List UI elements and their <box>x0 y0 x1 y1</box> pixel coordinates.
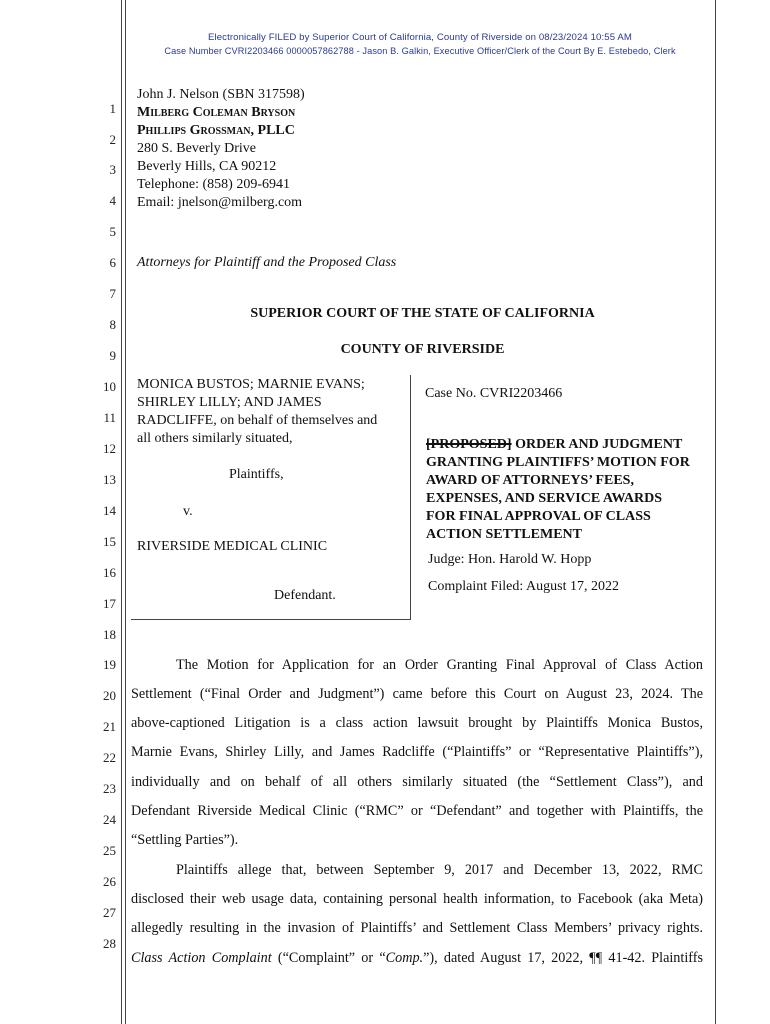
body-line: disclosed their web usage data, containing personal health information, to Facebook (aka Meta) <box>131 891 703 907</box>
attorney-name: John J. Nelson (SBN 317598) <box>137 87 305 102</box>
versus: v. <box>183 504 193 519</box>
firm-name-line1: Milberg Coleman Bryson <box>137 105 296 120</box>
address-line1: 280 S. Beverly Drive <box>137 141 256 156</box>
plaintiffs-names-line2: SHIRLEY LILLY; AND JAMES <box>137 395 322 410</box>
line-number: 9 <box>109 348 116 363</box>
citation-end: ”), dated August 17, 2022, ¶¶ 41-42. Plaintiffs <box>423 950 703 966</box>
line-number: 12 <box>103 441 116 456</box>
line-number: 1 <box>109 101 116 116</box>
line-number: 8 <box>109 317 116 332</box>
line-number: 15 <box>103 534 116 549</box>
line-number: 13 <box>103 472 116 487</box>
line-number: 10 <box>103 379 116 394</box>
line-number: 21 <box>103 719 116 734</box>
attorney-email: Email: jnelson@milberg.com <box>137 195 303 210</box>
plaintiffs-label: Plaintiffs, <box>229 467 284 482</box>
document-title-line2: GRANTING PLAINTIFFS’ MOTION FOR <box>426 455 690 470</box>
complaint-filed: Complaint Filed: August 17, 2022 <box>428 579 619 594</box>
line-number: 5 <box>109 224 116 239</box>
defendant-name: RIVERSIDE MEDICAL CLINIC <box>137 539 328 554</box>
citation-title: Class Action Complaint <box>131 950 272 966</box>
body-line: Plaintiffs allege that, between September 9, 2017 and December 13, 2022, RMC <box>176 862 703 878</box>
line-number: 24 <box>103 812 116 827</box>
line-number: 28 <box>103 936 116 951</box>
defendant-label: Defendant. <box>274 588 336 603</box>
left-margin-rule-outer <box>121 0 122 1024</box>
line-number: 22 <box>103 750 116 765</box>
line-number: 26 <box>103 874 116 889</box>
line-number: 16 <box>103 565 116 580</box>
body-line: allegedly resulting in the invasion of Plaintiffs’ and Settlement Class Members’ privacy rights. <box>131 920 703 936</box>
line-number: 2 <box>109 132 116 147</box>
body-line: The Motion for Application for an Order Granting Final Approval of Class Action <box>176 657 703 673</box>
left-margin-rule-inner <box>125 0 126 1024</box>
line-number: 7 <box>109 286 116 301</box>
title-text: ORDER AND JUDGMENT <box>511 437 683 452</box>
body-line: above-captioned Litigation is a class action lawsuit brought by Plaintiffs Monica Bustos, <box>131 715 703 731</box>
line-number: 6 <box>109 255 116 270</box>
citation-mid: (“Complaint” or “ <box>271 950 386 966</box>
right-margin-rule <box>715 0 716 1024</box>
document-title-line4: EXPENSES, AND SERVICE AWARDS <box>426 491 663 506</box>
filing-stamp-line2: Case Number CVRI2203466 0000057862788 - Jason B. Galkin, Executive Officer/Clerk of the Court By E. Estebedo, Clerk <box>164 46 676 56</box>
body-line: Marnie Evans, Shirley Lilly, and James Radcliffe (“Plaintiffs” or “Representative Plaintiffs”), <box>131 744 703 760</box>
document-title-line5: FOR FINAL APPROVAL OF CLASS <box>426 509 651 524</box>
body-line-with-citation <box>131 949 703 967</box>
document-title-line1 <box>426 436 682 454</box>
firm-name-line2: Phillips Grossman, PLLC <box>137 123 295 138</box>
attorney-phone: Telephone: (858) 209-6941 <box>137 177 290 192</box>
proposed-struck: [PROPOSED] <box>426 437 512 452</box>
line-number: 20 <box>103 688 116 703</box>
attorney-role: Attorneys for Plaintiff and the Proposed Class <box>137 255 397 270</box>
line-number: 25 <box>103 843 116 858</box>
line-number: 23 <box>103 781 116 796</box>
document-title-line6: ACTION SETTLEMENT <box>426 527 582 542</box>
body-line: individually and on behalf of all others similarly situated (the “Settlement Class”), and <box>131 774 703 790</box>
line-number: 27 <box>103 905 116 920</box>
body-line: “Settling Parties”). <box>131 832 239 848</box>
plaintiffs-names-line3: RADCLIFFE, on behalf of themselves and <box>137 413 378 428</box>
line-number: 14 <box>103 503 116 518</box>
line-number: 4 <box>109 193 116 208</box>
line-number: 18 <box>103 627 116 642</box>
judge: Judge: Hon. Harold W. Hopp <box>428 552 592 567</box>
plaintiffs-names-line4: all others similarly situated, <box>137 431 293 446</box>
filing-stamp-line1: Electronically FILED by Superior Court of California, County of Riverside on 08/23/2024 10:55 AM <box>208 32 632 43</box>
body-line: Settlement (“Final Order and Judgment”) came before this Court on August 23, 2024. The <box>131 686 703 702</box>
plaintiffs-names-line1: MONICA BUSTOS; MARNIE EVANS; <box>137 377 365 392</box>
body-line: Defendant Riverside Medical Clinic (“RMC” or “Defendant” and together with Plaintiffs, the <box>131 803 703 819</box>
court-county: COUNTY OF RIVERSIDE <box>340 342 505 357</box>
line-number: 11 <box>103 410 116 425</box>
document-title-line3: AWARD OF ATTORNEYS’ FEES, <box>426 473 634 488</box>
line-number: 17 <box>103 596 116 611</box>
address-line2: Beverly Hills, CA 90212 <box>137 159 277 174</box>
case-number: Case No. CVRI2203466 <box>425 386 563 401</box>
court-name: SUPERIOR COURT OF THE STATE OF CALIFORNIA <box>250 306 595 321</box>
citation-abbrev: Comp. <box>385 950 424 966</box>
line-number: 3 <box>109 162 116 177</box>
line-number: 19 <box>103 657 116 672</box>
